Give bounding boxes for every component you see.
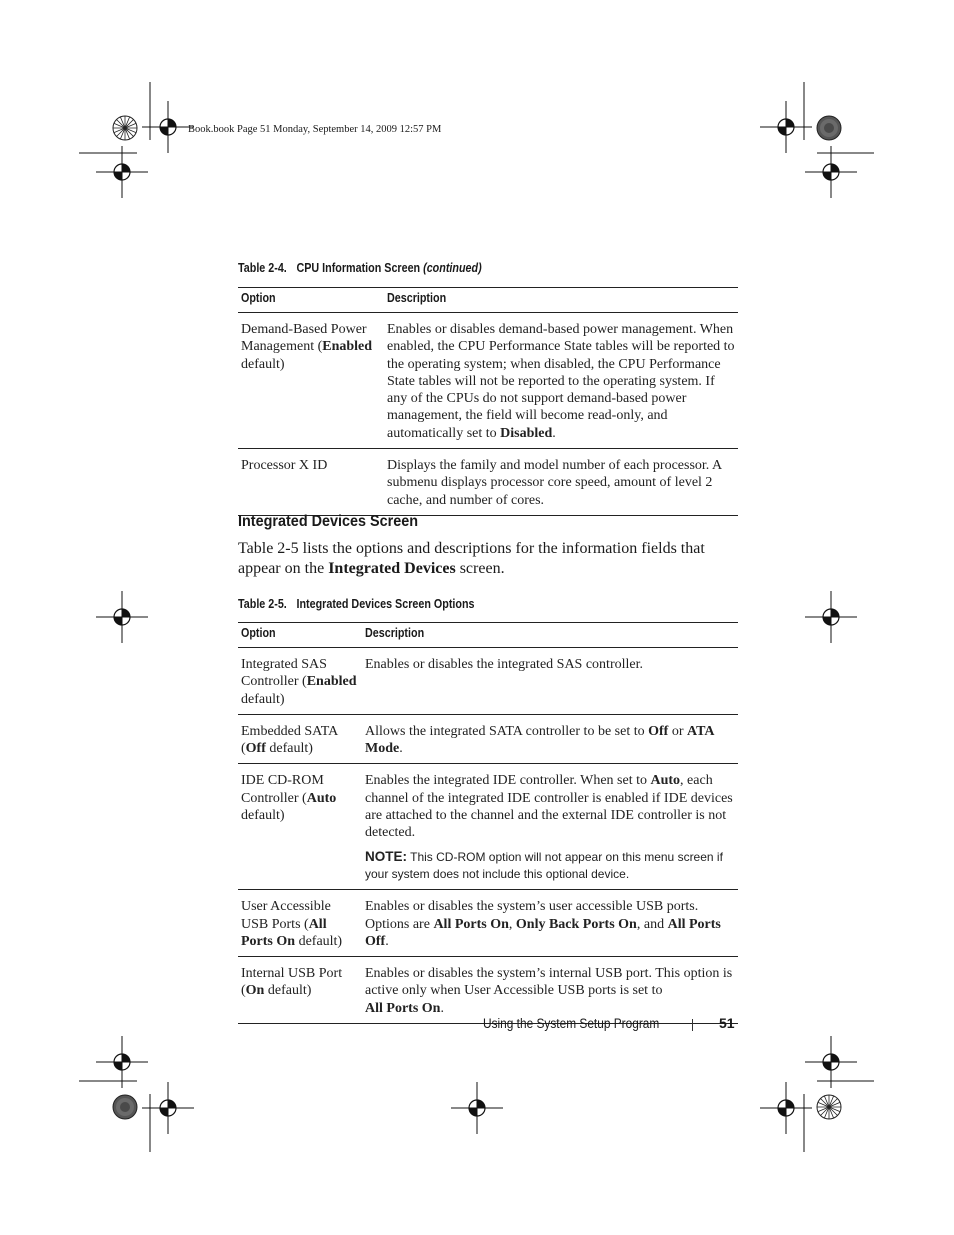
table-row: [238, 714, 738, 764]
description-cell: Displays the family and model number of each processor. A submenu displays processor core speed, amount of level 2 cache, and number of cores.: [384, 449, 738, 516]
table-row: [238, 957, 738, 1024]
table-row: [238, 890, 738, 957]
note-text: This CD-ROM option will not appear on this menu screen if your system does not include this optional device.: [365, 849, 723, 881]
footer-divider: [692, 1019, 693, 1031]
middle-right-target-icon: [805, 591, 857, 643]
page-number: 51: [719, 1015, 735, 1031]
description-cell: Enables or disables demand-based power management. When enabled, the CPU Performance State tables will be reported to the operating system; when disabled, the CPU Performance State tables will not be reported to the operating system. If any of the CPUs do not support demand-based power management, the field will become read-only, and automatically set to Disabled.: [384, 313, 738, 449]
table-2-4-number: Table 2-4.: [238, 261, 287, 275]
table-row: [238, 764, 738, 890]
option-cell: IDE CD-ROM Controller (Auto default): [238, 764, 362, 890]
top-left-side-target-icon: [96, 146, 148, 198]
description-cell: Enables or disables the system’s user accessible USB ports. Options are All Ports On, Only Back Ports On, and All Ports Off.: [362, 890, 738, 957]
table-header-row: [238, 623, 738, 648]
description-cell: Enables or disables the integrated SAS controller.: [362, 648, 738, 715]
top-right-side-target-icon: [805, 146, 857, 198]
bottom-left-dot-icon: [113, 1095, 137, 1119]
bottom-center-target-icon: [451, 1082, 503, 1134]
print-slug: Book.book Page 51 Monday, September 14, 2009 12:57 PM: [188, 124, 442, 135]
table-header-row: [238, 288, 738, 313]
column-header-description: Description: [384, 288, 738, 313]
table-2-4-title: CPU Information Screen: [296, 261, 421, 275]
bottom-right-star-icon: [817, 1095, 841, 1119]
option-cell: Embedded SATA (Off default): [238, 714, 362, 764]
table-row: [238, 313, 738, 449]
integrated-devices-table: [238, 622, 738, 1024]
option-cell: Processor X ID: [238, 449, 384, 516]
column-header-option: Option: [238, 288, 384, 313]
table-2-5-caption: [238, 597, 475, 611]
description-cell: Allows the integrated SATA controller to be set to Off or ATA Mode.: [362, 714, 738, 764]
option-cell: Demand-Based Power Management (Enabled default): [238, 313, 384, 449]
top-left-star-icon: [113, 116, 137, 140]
section-intro: Table 2-5 lists the options and descriptions for the information fields that appear on the Integrated Devices screen.: [238, 540, 705, 577]
top-right-dot-icon: [817, 116, 841, 140]
bottom-left-side-target-icon: [96, 1036, 148, 1088]
option-cell: User Accessible USB Ports (All Ports On default): [238, 890, 362, 957]
middle-left-target-icon: [96, 591, 148, 643]
column-header-description: Description: [362, 623, 738, 648]
cpu-information-table: [238, 287, 738, 516]
description-cell: Enables the integrated IDE controller. When set to Auto, each channel of the integrated IDE controller is enabled if IDE devices are attached to the channel and the external IDE controller is not detected. NOTE: This CD-ROM option will not appear on this menu screen if your system does not include this optional device.: [362, 764, 738, 890]
table-2-5-title: Integrated Devices Screen Options: [296, 597, 475, 611]
option-cell: Integrated SAS Controller (Enabled default): [238, 648, 362, 715]
table-row: [238, 449, 738, 516]
option-cell: Internal USB Port (On default): [238, 957, 362, 1024]
table-2-4-continued: (continued): [423, 261, 482, 275]
footer-chapter-title: Using the System Setup Program: [483, 1016, 660, 1031]
table-2-5-number: Table 2-5.: [238, 597, 287, 611]
section-heading: Integrated Devices Screen: [238, 513, 419, 530]
table-2-4-caption: [238, 261, 482, 275]
bottom-right-side-target-icon: [805, 1036, 857, 1088]
column-header-option: Option: [238, 623, 362, 648]
description-cell: Enables or disables the system’s internal USB port. This option is active only when User Accessible USB ports is set to All Ports On.: [362, 957, 738, 1024]
note-label: NOTE:: [365, 848, 407, 864]
table-row: [238, 648, 738, 715]
note: [365, 848, 735, 884]
